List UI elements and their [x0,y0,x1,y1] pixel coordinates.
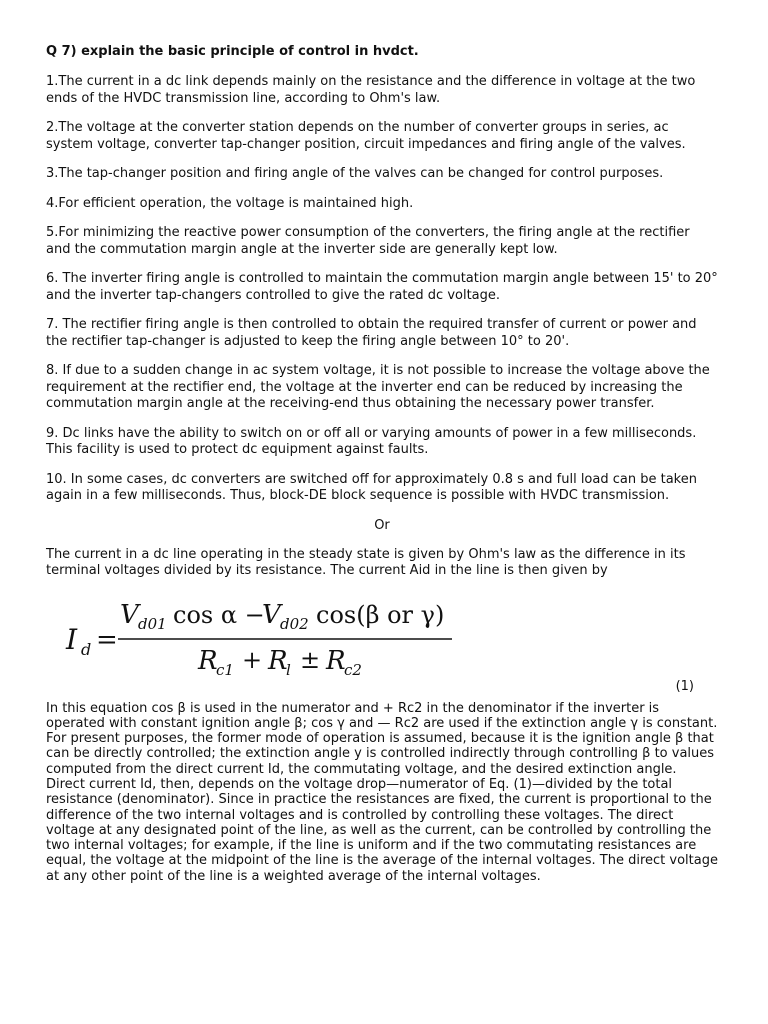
eq-den-r1-sub: c1 [216,660,234,677]
eq-num-cos-beta: cos(β or γ) [316,600,445,629]
or-separator: Or [374,517,390,533]
point-8: 8. If due to a sudden change in ac system voltage, it is not possible to increase the voltage above the requirement at the rectifier end, the voltage at the inverter end can be reduced by increasing the commutation margin angle at the receiving-end thus obtaining the necessary power transfer. [46,363,710,411]
eq-den-rl-sub: l [286,660,291,677]
eq-den-plus: + [242,645,263,674]
point-9: 9. Dc links have the ability to switch on or off all or varying amounts of power in a few milliseconds. This facility is used to protect dc equipment against faults. [46,425,697,457]
eq-den-r2: R [326,645,346,676]
explanation-paragraph: In this equation cos β is used in the numerator and + Rc2 in the denominator if the inverter is operated with constant ignition angle β; cos γ and — Rc2 are used if the extinction angle γ is constant. For present purposes, the former mode of operation is assumed, because it is the ignition angle β that can be directly controlled; the extinction angle y is controlled indirectly through controlling β to values computed from the direct current Id, the commutating voltage, and the desired extinction angle. Direct current Id, then, depends on the voltage drop—numerator of Eq. (1)—divided by the total resistance (denominator). Since in practice the resistances are fixed, the current is proportional to the difference of the two internal voltages and is controlled by controlling these voltages. The direct voltage at any designated point of the line, as well as the current, can be controlled by controlling the two internal voltages; for example, if the line is uniform and if the two commutating resistances are equal, the voltage at the midpoint of the line is the average of the internal voltages. The direct voltage at any other point of the line is a weighted average of the internal voltages. [46,700,718,884]
point-2: 2.The voltage at the converter station depends on the number of converter groups in series, ac system voltage, converter tap-changer position, circuit impedances and firing angle of the valves. [46,120,686,152]
point-3: 3.The tap-changer position and firing angle of the valves can be changed for control purposes. [46,166,664,181]
eq-num-v2: V [262,599,281,630]
point-7: 7. The rectifier firing angle is then controlled to obtain the required transfer of current or power and the rectifier tap-changer is adjusted to keep the firing angle between 10° to 20'. [46,317,697,349]
equation-number: (1) [675,678,694,694]
eq-den-plusminus: ± [300,645,321,674]
eq-equals: = [96,624,118,655]
eq-num-v1: V [120,599,139,630]
current-equation [46,593,718,694]
eq-lhs-sub: d [81,639,92,659]
eq-num-v2-sub: d02 [280,614,309,633]
equation-graphic [62,593,482,677]
eq-num-v1-sub: d01 [138,614,167,633]
eq-den-rl: R [268,645,288,676]
eq-den-r2-sub: c2 [344,660,362,677]
intro-paragraph: The current in a dc line operating in the steady state is given by Ohm's law as the difference in its terminal voltages divided by its resistance. The current Aid in the line is then given by [46,546,686,578]
question-heading: Q 7) explain the basic principle of control in hvdct. [46,44,419,59]
point-6: 6. The inverter firing angle is controlled to maintain the commutation margin angle between 15' to 20° and the inverter tap-changers controlled to give the rated dc voltage. [46,271,718,303]
eq-lhs: I [66,622,78,656]
point-1: 1.The current in a dc link depends mainly on the resistance and the difference in voltage at the two ends of the HVDC transmission line, according to Ohm's law. [46,74,696,106]
point-5: 5.For minimizing the reactive power consumption of the converters, the firing angle at the rectifier and the commutation margin angle at the inverter side are generally kept low. [46,225,690,257]
eq-num-cos-alpha: cos α − [173,600,265,629]
point-4: 4.For efficient operation, the voltage is maintained high. [46,195,414,211]
point-10: 10. In some cases, dc converters are switched off for approximately 0.8 s and full load can be taken again in a few milliseconds. Thus, block-DE block sequence is possible with HVDC transmission. [46,471,697,503]
eq-den-r1: R [198,645,218,676]
